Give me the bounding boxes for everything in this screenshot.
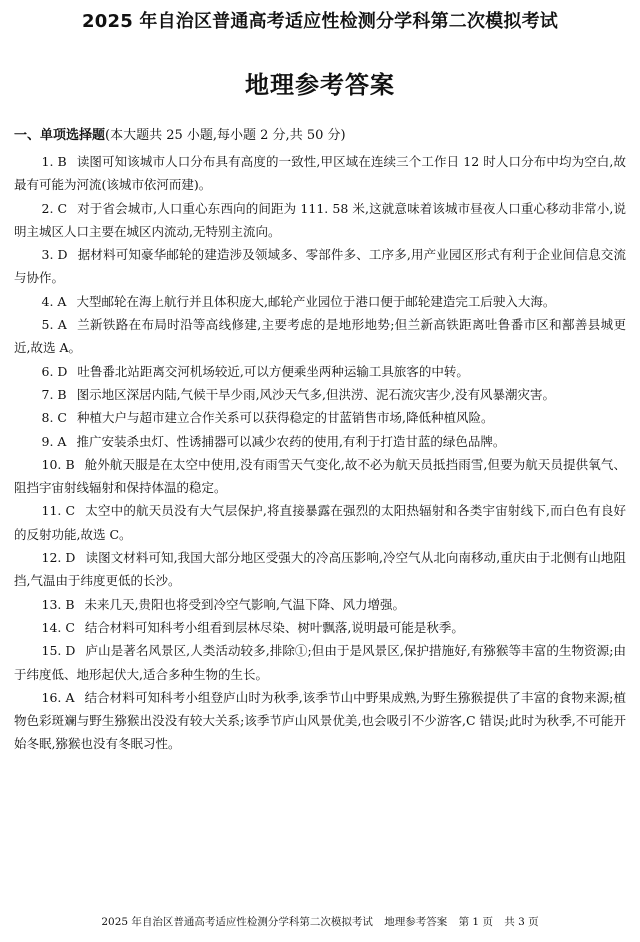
answer-item (14, 430, 626, 453)
answer-number: 5. A (41, 317, 67, 333)
answer-item (14, 499, 626, 546)
section-title: 一、单项选择题 (14, 128, 106, 143)
answer-number: 14. C (41, 619, 75, 635)
answer-number: 2. C (41, 200, 68, 216)
footer-page-total: 共 3 页 (504, 916, 539, 928)
answer-item (14, 243, 626, 290)
answer-explanation: 推广安装杀虫灯、性诱捕器可以减少农药的使用,有利于打造甘蓝的绿色品牌。 (76, 433, 506, 449)
section-note: (本大题共 25 小题,每小题 2 分,共 50 分) (105, 128, 346, 143)
answer-explanation: 读图可知该城市人口分布具有高度的一致性,甲区域在连续三个工作日 12 时人口分布中均为空白,故最有可能为河流(该城市依河而建)。 (14, 154, 626, 193)
answer-explanation: 种植大户与超市建立合作关系可以获得稳定的甘蓝销售市场,降低种植风险。 (76, 410, 494, 426)
answer-number: 6. D (41, 363, 68, 379)
answer-item (14, 639, 626, 686)
footer-exam-title: 2025 年自治区普通高考适应性检测分学科第二次模拟考试 (101, 916, 373, 928)
page-footer (0, 914, 640, 930)
answer-item (14, 290, 626, 313)
answer-item (14, 197, 626, 244)
answer-explanation: 读图文材料可知,我国大部分地区受强大的冷高压影响,冷空气从北向南移动,重庆由于北侧有山地阻挡,气温由于纬度更低的长沙。 (14, 550, 626, 589)
answer-number: 8. C (41, 410, 67, 426)
footer-page-number: 第 1 页 (458, 916, 493, 928)
answer-explanation: 大型邮轮在海上航行并且体积庞大,邮轮产业园位于港口便于邮轮建造完工后驶入大海。 (76, 293, 556, 309)
answer-explanation: 吐鲁番北站距离交河机场较近,可以方便乘坐两种运输工具旅客的中转。 (77, 363, 469, 379)
answer-item (14, 616, 626, 639)
answer-number: 13. B (41, 596, 75, 612)
answer-number: 15. D (41, 643, 76, 659)
answer-explanation: 未来几天,贵阳也将受到冷空气影响,气温下降、风力增强。 (84, 596, 405, 612)
answer-number: 11. C (41, 503, 76, 519)
answer-explanation: 兰新铁路在布局时沿等高线修建,主要考虑的是地形地势;但兰新高铁距离吐鲁番市区和鄯善县城更近,故选 A。 (14, 317, 626, 356)
answer-item (14, 453, 626, 500)
answer-number: 10. B (41, 456, 75, 472)
answer-explanation: 太空中的航天员没有大气层保护,将直接暴露在强烈的太阳热辐射和各类宇宙射线下,而白色有良好的反射功能,故选 C。 (14, 503, 627, 542)
answer-item (14, 686, 626, 756)
answer-explanation: 庐山是著名风景区,人类活动较多,排除①;但由于是风景区,保护措施好,有猕猴等丰富的生物资源;由于纬度低、地形起伏大,适合多种生物的生长。 (14, 643, 627, 682)
answer-number: 16. A (41, 689, 75, 705)
answer-item (14, 593, 626, 616)
answer-item (14, 406, 626, 429)
answer-explanation: 图示地区深居内陆,气候干旱少雨,风沙天气多,但洪涝、泥石流灾害少,没有风暴潮灾害。 (76, 386, 555, 402)
answer-explanation: 结合材料可知科考小组登庐山时为秋季,该季节山中野果成熟,为野生猕猴提供了丰富的食物来源;植物色彩斑斓与野生猕猴出没没有较大关系;该季节庐山风景优美,也会吸引不少游客,C 错误;此时为秋季,不可能开始冬眠,猕猴也没有冬眠习性。 (14, 689, 626, 752)
answer-item (14, 546, 626, 593)
answer-item (14, 150, 626, 197)
answer-item (14, 383, 626, 406)
answer-item (14, 360, 626, 383)
answer-explanation: 对于省会城市,人口重心东西向的间距为 111. 58 米,这就意味着该城市昼夜人口重心移动非常小,说明主城区人口主要在城区内流动,无特别主流向。 (14, 200, 626, 239)
document-title: 地理参考答案 (245, 71, 395, 99)
answer-explanation: 舱外航天服是在太空中使用,没有雨雪天气变化,故不必为航天员抵挡雨雪,但要为航天员提供氧气、阻挡宇宙射线辐射和保持体温的稳定。 (14, 456, 626, 496)
answer-explanation: 据材料可知豪华邮轮的建造涉及领域多、零部件多、工序多,用产业园区形式有利于企业间信息交流与协作。 (14, 247, 627, 286)
answer-number: 1. B (41, 154, 67, 169)
answer-item (14, 313, 626, 360)
answer-number: 12. D (41, 550, 76, 566)
answer-number: 7. B (41, 386, 67, 402)
answer-explanation: 结合材料可知科考小组看到层林尽染、树叶飘落,说明最可能是秋季。 (84, 619, 464, 635)
answer-number: 9. A (41, 433, 67, 449)
answer-number: 3. D (41, 247, 68, 263)
section-heading (14, 126, 626, 146)
footer-doc-title: 地理参考答案 (384, 916, 448, 928)
answer-list (14, 150, 626, 756)
answer-number: 4. A (41, 293, 67, 309)
exam-title: 2025 年自治区普通高考适应性检测分学科第二次模拟考试 (82, 11, 558, 32)
